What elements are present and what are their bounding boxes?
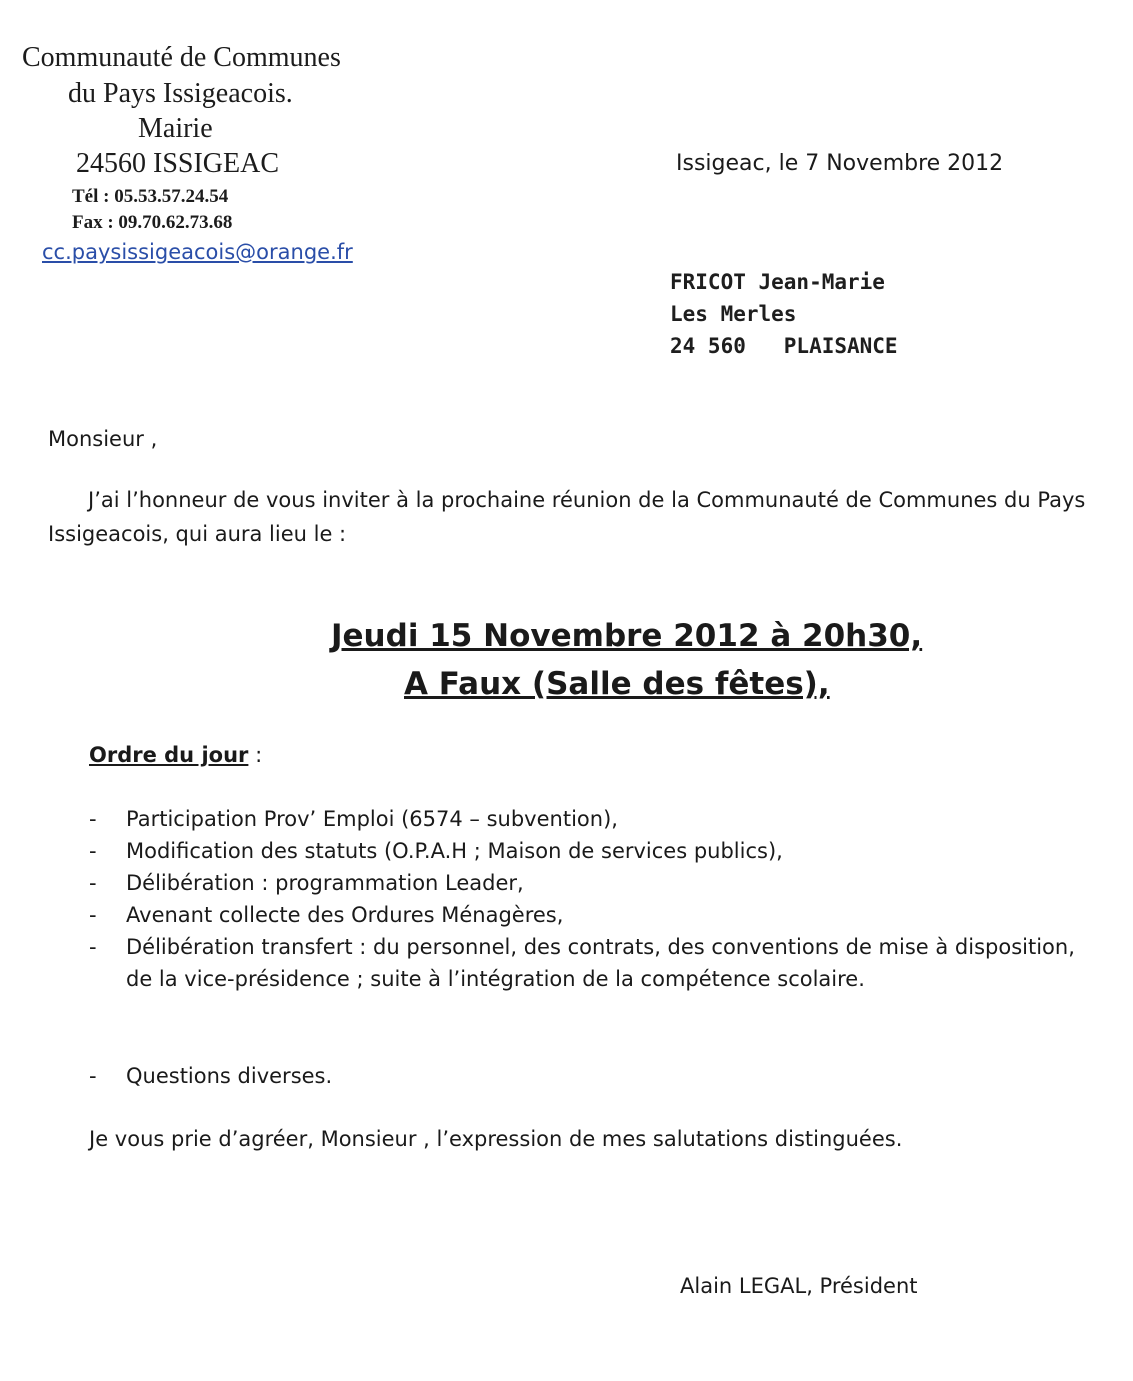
bullet-dash: - [89,871,97,895]
bullet-dash: - [89,935,97,959]
agenda-item: Délibération transfert : du personnel, des contrats, des conventions de mise à disposition, [126,935,1075,959]
letterhead-line-organization: Communauté de Communes [22,42,341,73]
bullet-dash: - [89,1064,97,1088]
signature: Alain LEGAL, Président [680,1274,918,1298]
agenda-title-colon: : [248,743,263,767]
recipient-name: FRICOT Jean-Marie [670,270,885,294]
intro-line-2: Issigeacois, qui aura lieu le : [48,522,347,546]
intro-line-1: J’ai l’honneur de vous inviter à la prochaine réunion de la Communauté de Communes du Pays [88,488,1086,512]
bullet-dash: - [89,839,97,863]
letter-date: Issigeac, le 7 Novembre 2012 [676,151,1004,176]
agenda-item: Avenant collecte des Ordures Ménagères, [126,903,564,927]
salutation: Monsieur , [48,427,158,451]
bullet-dash: - [89,807,97,831]
agenda-item: Modification des statuts (O.P.A.H ; Maison de services publics), [126,839,783,863]
meeting-location: A Faux (Salle des fêtes), [404,666,830,702]
letterhead-tel: Tél : 05.53.57.24.54 [72,186,229,207]
letterhead-line-region: du Pays Issigeacois. [68,78,293,109]
closing-formula: Je vous prie d’agréer, Monsieur , l’expression de mes salutations distinguées. [89,1127,903,1151]
meeting-datetime: Jeudi 15 Novembre 2012 à 20h30, [331,618,923,654]
letterhead-line-city: 24560 ISSIGEAC [76,148,280,179]
agenda-heading [89,743,262,767]
recipient-postal: 24 560 PLAISANCE [670,334,898,358]
bullet-dash: - [89,903,97,927]
letterhead-line-mairie: Mairie [138,113,213,144]
agenda-item-continuation: de la vice-présidence ; suite à l’intégration de la compétence scolaire. [126,967,865,991]
email-link[interactable]: cc.paysissigeacois@orange.fr [42,240,353,264]
agenda-title: Ordre du jour [89,743,249,767]
recipient-address: Les Merles [670,302,797,326]
letterhead-fax: Fax : 09.70.62.73.68 [72,212,233,233]
agenda-item: Délibération : programmation Leader, [126,871,524,895]
agenda-item: Participation Prov’ Emploi (6574 – subvention), [126,807,618,831]
agenda-item: Questions diverses. [126,1064,333,1088]
